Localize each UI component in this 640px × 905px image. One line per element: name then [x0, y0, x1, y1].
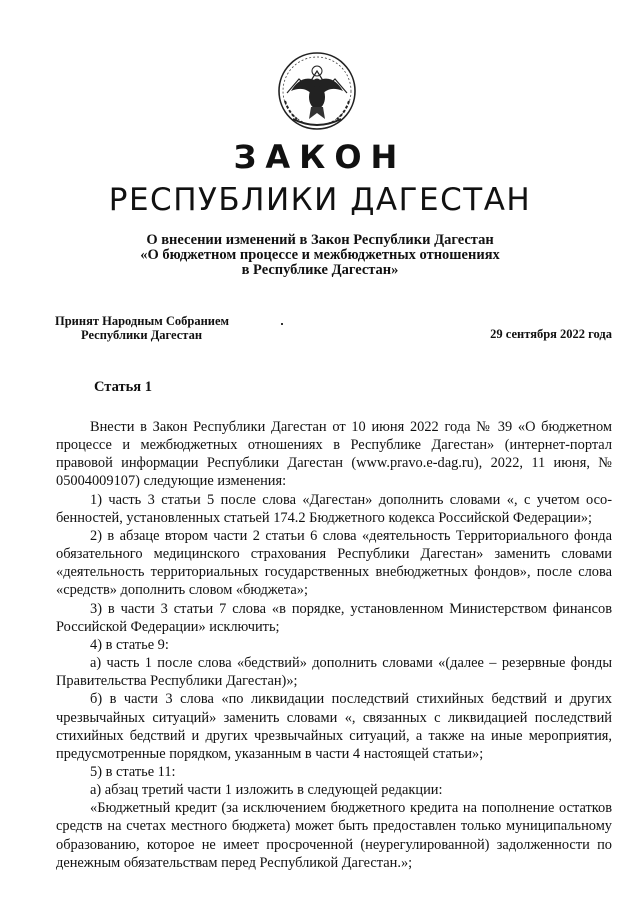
article-body: [56, 418, 612, 872]
article-paragraph: 4) в статье 9:: [90, 636, 169, 653]
article-paragraph: б) в части 3 слова «по ликвидации последствий стихийных бедствий и других чрезвычайных ситуаций» заменить словами «, связанных с ликвидацией последствий стихийных бедствий и других чрезвычайных ситуаций, а также на иные мероприятия, предусмотренные порядком, указанным в части 4 настоящей статьи»;: [56, 691, 612, 762]
republic-title: РЕСПУБЛИКИ ДАГЕСТАН: [108, 182, 532, 218]
article-paragraph: «Бюджетный кредит (за исключением бюджетного кредита на пополнение остатков средств на счетах местного бюджета) может быть предоставлен только муниципальному образованию, которое не имеет просроченной (неурегулированной) задолженности по денежным обязательствам перед Республикой Дагестан.»;: [56, 800, 612, 871]
article-paragraph: а) часть 1 после слова «бедствий» дополнить словами «(далее – резервные фонды Правительства Республики Дагестан)»;: [56, 655, 612, 690]
coat-of-arms-emblem-icon: [275, 45, 359, 133]
scan-speck: [281, 323, 283, 325]
article-paragraph: 3) в части 3 статьи 7 слова «в порядке, установленном Министерством финансов Российской Федерации» исключить;: [56, 600, 612, 635]
law-title: ЗАКОН: [233, 138, 407, 176]
subtitle-line: в Республике Дагестан»: [241, 262, 399, 278]
article-paragraph: а) абзац третий части 1 изложить в следующей редакции:: [90, 782, 443, 799]
subtitle-line: О внесении изменений в Закон Республики Дагестан: [146, 232, 494, 248]
article-paragraph: 5) в статье 11:: [90, 763, 176, 780]
adoption-date: 29 сентября 2022 года: [490, 327, 612, 341]
subtitle-line: «О бюджетном процессе и межбюджетных отношениях: [140, 247, 500, 263]
law-subtitle: [0, 233, 640, 278]
adoption-block: [55, 314, 295, 342]
adopted-by-line: Республики Дагестан: [81, 328, 203, 342]
article-heading: Статья 1: [94, 379, 152, 395]
adopted-by-line: Принят Народным Собранием: [55, 314, 230, 328]
article-paragraph: 2) в абзаце втором части 2 статьи 6 слова «деятельность Территориального фонда обязательного медицинского страхования Республики Дагестан» заменить словами «деятельность территориальных государственных внебюджетных фондов», после слова «средств» дополнить словом «бюджета»;: [56, 527, 612, 599]
article-paragraph: 1) часть 3 статьи 5 после слова «Дагестан» дополнить словами «, с учетом особенностей, установленных статьей 174.2 Бюджетного кодекса Российской Федерации»;: [56, 491, 612, 526]
article-paragraph: Внести в Закон Республики Дагестан от 10 июня 2022 года № 39 «О бюджетном процессе и межбюджетных отношениях в Республике Дагестан» (интернет-портал правовой информации Республики Дагестан (www.pravo.e-dag.ru), 2022, 11 июня, № 05004009107) следующие изменения:: [56, 419, 612, 490]
